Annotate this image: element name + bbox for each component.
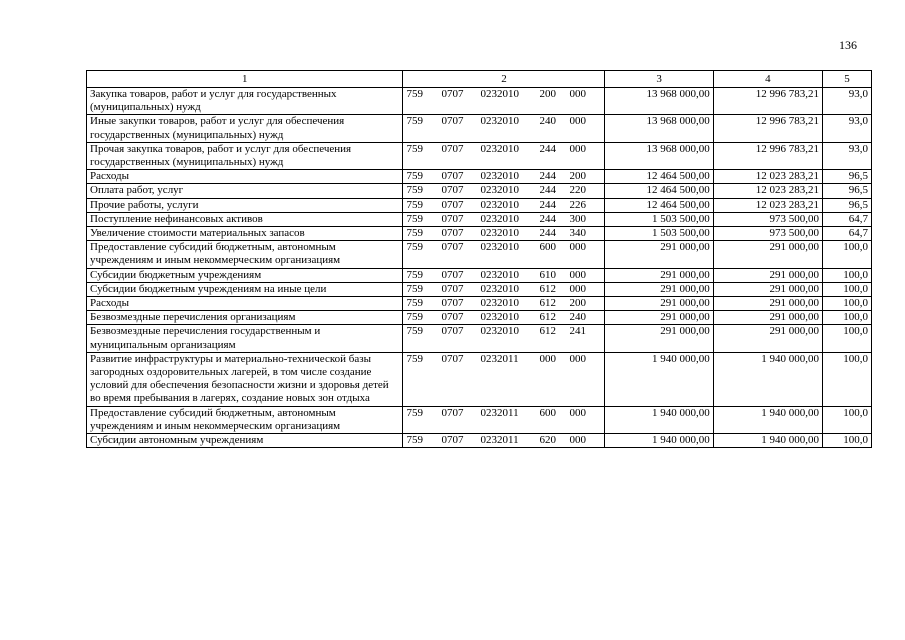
planned-amount: 1 940 000,00	[605, 352, 713, 406]
page-number: 136	[839, 38, 857, 52]
budget-code: 000	[569, 282, 586, 295]
item-name: Субсидии автономным учреждениям	[87, 434, 403, 448]
execution-percent: 64,7	[823, 227, 872, 241]
budget-code: 000	[569, 406, 586, 419]
budget-code: 0707	[441, 227, 464, 240]
item-name: Расходы	[87, 170, 403, 184]
budget-codes	[403, 241, 605, 268]
budget-code: 759	[406, 311, 423, 324]
budget-code: 612	[539, 297, 556, 310]
budget-code: 0232010	[480, 88, 519, 100]
budget-code: 759	[406, 406, 423, 419]
planned-amount: 12 464 500,00	[605, 198, 713, 212]
budget-code: 0707	[441, 170, 464, 183]
budget-code: 759	[406, 352, 423, 365]
budget-code: 759	[406, 198, 423, 211]
actual-amount: 12 996 783,21	[713, 88, 822, 115]
budget-code: 244	[539, 170, 556, 183]
budget-table	[86, 70, 872, 448]
table-row	[87, 268, 872, 282]
table-row	[87, 325, 872, 352]
budget-code: 000	[569, 268, 586, 281]
budget-code: 0232010	[480, 297, 519, 310]
budget-code: 0232011	[480, 434, 519, 447]
actual-amount: 1 940 000,00	[713, 434, 822, 448]
budget-code: 759	[406, 88, 423, 100]
actual-amount: 973 500,00	[713, 227, 822, 241]
execution-percent: 100,0	[823, 325, 872, 352]
table-row	[87, 198, 872, 212]
budget-code: 000	[569, 352, 586, 365]
budget-codes	[403, 227, 605, 241]
item-name: Безвозмездные перечисления организациям	[87, 311, 403, 325]
actual-amount: 291 000,00	[713, 241, 822, 268]
budget-code: 759	[406, 268, 423, 281]
planned-amount: 13 968 000,00	[605, 115, 713, 142]
execution-percent: 100,0	[823, 282, 872, 296]
planned-amount: 12 464 500,00	[605, 184, 713, 198]
execution-percent: 93,0	[823, 115, 872, 142]
actual-amount: 291 000,00	[713, 325, 822, 352]
actual-amount: 12 023 283,21	[713, 198, 822, 212]
item-name: Увеличение стоимости материальных запасов	[87, 227, 403, 241]
budget-code: 0707	[441, 212, 464, 225]
budget-code: 0707	[441, 282, 464, 295]
item-name: Поступление нефинансовых активов	[87, 212, 403, 226]
budget-codes	[403, 212, 605, 226]
header-cell: 1	[87, 71, 403, 88]
item-name: Субсидии бюджетным учреждениям	[87, 268, 403, 282]
header-cell: 4	[713, 71, 822, 88]
item-name: Прочая закупка товаров, работ и услуг для обеспечения государственных (муниципальных) нужд	[87, 142, 403, 169]
budget-codes	[403, 198, 605, 212]
table-row	[87, 352, 872, 406]
item-name: Предоставление субсидий бюджетным, автономным учреждениям и иным некоммерческим организациям	[87, 241, 403, 268]
budget-code: 0232010	[480, 227, 519, 240]
budget-code: 0707	[441, 352, 464, 365]
execution-percent: 64,7	[823, 212, 872, 226]
budget-codes	[403, 311, 605, 325]
budget-code: 0707	[441, 268, 464, 281]
budget-code: 0232010	[480, 282, 519, 295]
budget-codes	[403, 434, 605, 448]
actual-amount: 291 000,00	[713, 311, 822, 325]
budget-code: 220	[569, 184, 586, 197]
execution-percent: 100,0	[823, 434, 872, 448]
item-name: Оплата работ, услуг	[87, 184, 403, 198]
item-name: Предоставление субсидий бюджетным, автономным учреждениям и иным некоммерческим организациям	[87, 406, 403, 433]
budget-code: 0232010	[480, 170, 519, 183]
budget-code: 0707	[441, 184, 464, 197]
budget-code: 0232010	[480, 212, 519, 225]
budget-code: 0232011	[480, 406, 519, 419]
planned-amount: 13 968 000,00	[605, 88, 713, 115]
budget-code: 0232010	[480, 184, 519, 197]
actual-amount: 1 940 000,00	[713, 406, 822, 433]
table-row	[87, 142, 872, 169]
execution-percent: 100,0	[823, 406, 872, 433]
planned-amount: 291 000,00	[605, 297, 713, 311]
budget-code: 000	[569, 88, 586, 100]
table-row	[87, 184, 872, 198]
budget-code: 759	[406, 297, 423, 310]
execution-percent: 100,0	[823, 311, 872, 325]
table-row	[87, 311, 872, 325]
budget-code: 340	[569, 227, 586, 240]
budget-code: 300	[569, 212, 586, 225]
item-name: Безвозмездные перечисления государственным и муниципальным организациям	[87, 325, 403, 352]
table-row	[87, 170, 872, 184]
execution-percent: 100,0	[823, 268, 872, 282]
budget-code: 0232010	[480, 311, 519, 324]
budget-code: 759	[406, 282, 423, 295]
table-row	[87, 434, 872, 448]
actual-amount: 291 000,00	[713, 297, 822, 311]
execution-percent: 96,5	[823, 170, 872, 184]
budget-code: 759	[406, 142, 423, 155]
actual-amount: 12 023 283,21	[713, 170, 822, 184]
planned-amount: 1 503 500,00	[605, 212, 713, 226]
budget-code: 0707	[441, 406, 464, 419]
budget-code: 000	[569, 434, 586, 447]
budget-code: 0232011	[480, 352, 519, 365]
budget-code: 759	[406, 170, 423, 183]
header-cell: 5	[823, 71, 872, 88]
budget-code: 200	[569, 297, 586, 310]
execution-percent: 96,5	[823, 184, 872, 198]
budget-code: 244	[539, 184, 556, 197]
budget-code: 226	[569, 198, 586, 211]
item-name: Расходы	[87, 297, 403, 311]
budget-code: 600	[539, 241, 556, 254]
budget-code: 0707	[441, 241, 464, 254]
budget-code: 610	[539, 268, 556, 281]
planned-amount: 12 464 500,00	[605, 170, 713, 184]
budget-code: 244	[539, 227, 556, 240]
budget-code: 759	[406, 227, 423, 240]
budget-code: 000	[539, 352, 556, 365]
table-row	[87, 406, 872, 433]
budget-code: 244	[539, 212, 556, 225]
budget-code: 0707	[441, 88, 464, 100]
budget-codes	[403, 88, 605, 115]
budget-code: 759	[406, 434, 423, 447]
budget-code: 0707	[441, 434, 464, 447]
actual-amount: 291 000,00	[713, 268, 822, 282]
budget-code: 0707	[441, 311, 464, 324]
budget-code: 759	[406, 184, 423, 197]
planned-amount: 13 968 000,00	[605, 142, 713, 169]
budget-codes	[403, 352, 605, 406]
table-row	[87, 88, 872, 115]
item-name: Субсидии бюджетным учреждениям на иные цели	[87, 282, 403, 296]
budget-code: 244	[539, 198, 556, 211]
header-cell: 2	[403, 71, 605, 88]
item-name: Закупка товаров, работ и услуг для государственных (муниципальных) нужд	[87, 88, 403, 115]
table-row	[87, 115, 872, 142]
budget-code: 200	[569, 170, 586, 183]
actual-amount: 12 023 283,21	[713, 184, 822, 198]
budget-codes	[403, 406, 605, 433]
budget-code: 0232010	[480, 268, 519, 281]
execution-percent: 93,0	[823, 88, 872, 115]
budget-code: 0707	[441, 115, 464, 128]
budget-code: 0707	[441, 297, 464, 310]
planned-amount: 1 503 500,00	[605, 227, 713, 241]
budget-code: 0232010	[480, 241, 519, 254]
budget-code: 000	[569, 115, 586, 128]
budget-code: 000	[569, 241, 586, 254]
budget-code: 241	[569, 325, 586, 338]
budget-code: 759	[406, 115, 423, 128]
planned-amount: 1 940 000,00	[605, 434, 713, 448]
budget-code: 612	[539, 325, 556, 338]
planned-amount: 291 000,00	[605, 325, 713, 352]
item-name: Иные закупки товаров, работ и услуг для обеспечения государственных (муниципальных) нужд	[87, 115, 403, 142]
planned-amount: 1 940 000,00	[605, 406, 713, 433]
planned-amount: 291 000,00	[605, 241, 713, 268]
budget-code: 0232010	[480, 198, 519, 211]
budget-codes	[403, 268, 605, 282]
budget-code: 612	[539, 311, 556, 324]
budget-code: 0232010	[480, 142, 519, 155]
budget-code: 240	[539, 115, 556, 128]
actual-amount: 1 940 000,00	[713, 352, 822, 406]
table-row	[87, 227, 872, 241]
budget-codes	[403, 142, 605, 169]
budget-code: 0232010	[480, 325, 519, 338]
budget-code: 0707	[441, 198, 464, 211]
execution-percent: 100,0	[823, 352, 872, 406]
budget-code: 600	[539, 406, 556, 419]
budget-codes	[403, 184, 605, 198]
budget-code: 759	[406, 241, 423, 254]
planned-amount: 291 000,00	[605, 311, 713, 325]
planned-amount: 291 000,00	[605, 282, 713, 296]
table-row	[87, 241, 872, 268]
actual-amount: 12 996 783,21	[713, 115, 822, 142]
actual-amount: 973 500,00	[713, 212, 822, 226]
budget-codes	[403, 325, 605, 352]
execution-percent: 93,0	[823, 142, 872, 169]
header-row	[87, 71, 872, 88]
execution-percent: 100,0	[823, 241, 872, 268]
budget-code: 240	[569, 311, 586, 324]
table-row	[87, 297, 872, 311]
planned-amount: 291 000,00	[605, 268, 713, 282]
actual-amount: 12 996 783,21	[713, 142, 822, 169]
budget-codes	[403, 297, 605, 311]
execution-percent: 100,0	[823, 297, 872, 311]
budget-codes	[403, 170, 605, 184]
budget-code: 244	[539, 142, 556, 155]
budget-code: 759	[406, 325, 423, 338]
table-row	[87, 212, 872, 226]
budget-code: 612	[539, 282, 556, 295]
actual-amount: 291 000,00	[713, 282, 822, 296]
header-cell: 3	[605, 71, 713, 88]
budget-codes	[403, 282, 605, 296]
budget-codes	[403, 115, 605, 142]
item-name: Развитие инфраструктуры и материально-технической базы загородных оздоровительных лагерей, в том числе создание условий для обеспечения безопасности жизни и здоровья детей во время пребывания в лагерях, создание новых зон отдыха	[87, 352, 403, 406]
item-name: Прочие работы, услуги	[87, 198, 403, 212]
budget-code: 0707	[441, 142, 464, 155]
budget-code: 200	[539, 88, 556, 100]
table-row	[87, 282, 872, 296]
execution-percent: 96,5	[823, 198, 872, 212]
budget-code: 620	[539, 434, 556, 447]
budget-code: 0707	[441, 325, 464, 338]
budget-code: 000	[569, 142, 586, 155]
budget-code: 759	[406, 212, 423, 225]
budget-code: 0232010	[480, 115, 519, 128]
